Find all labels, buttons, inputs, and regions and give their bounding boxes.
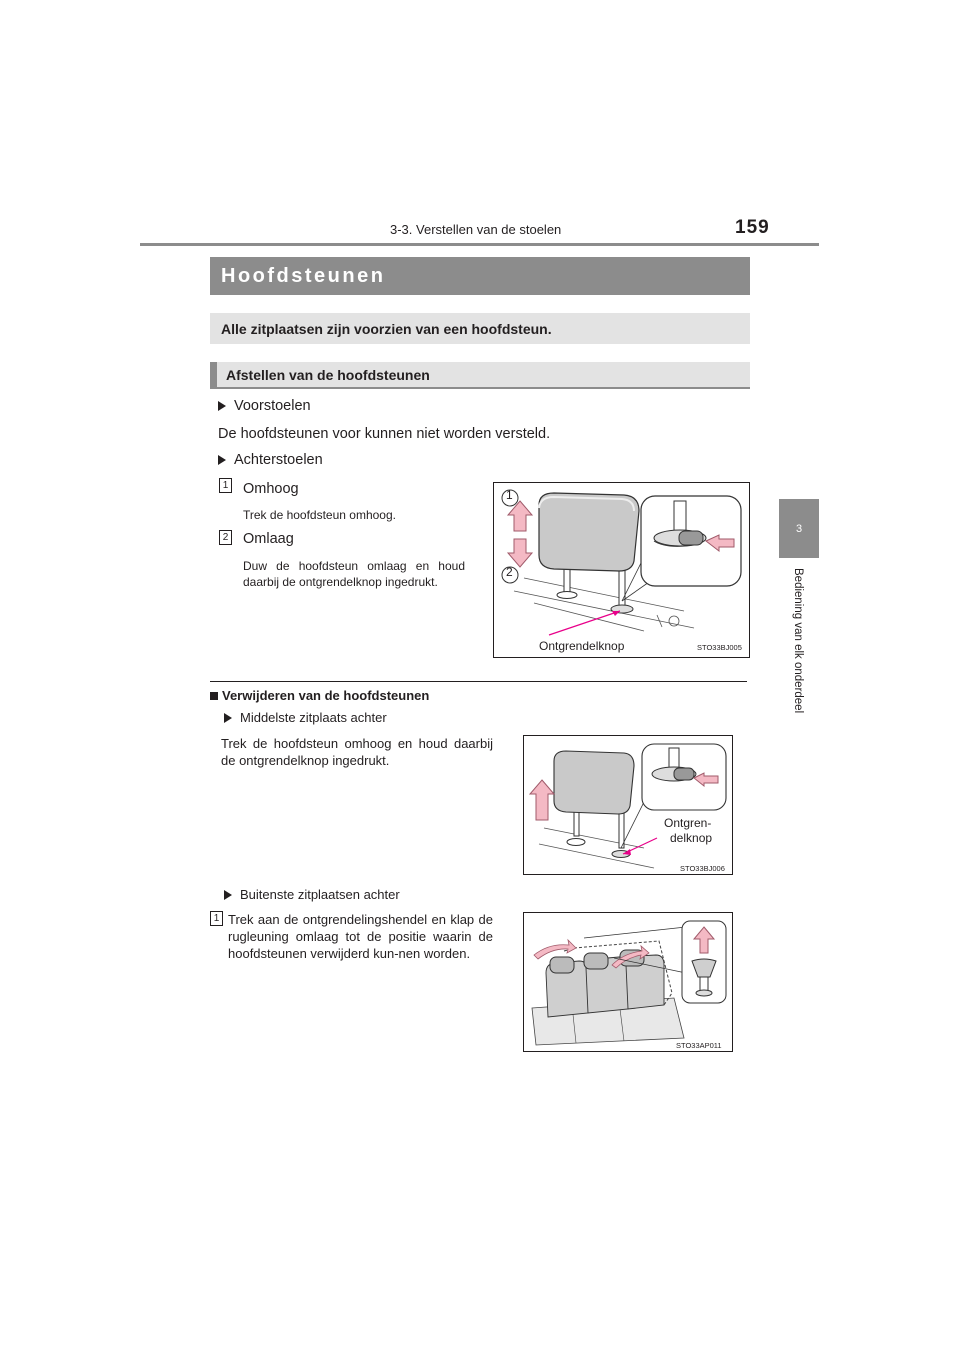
callout-1: 1 xyxy=(506,488,513,502)
outer-step-number: 1 xyxy=(210,911,223,926)
heading-marker xyxy=(210,362,217,387)
section-divider xyxy=(210,681,747,682)
release-button-label-line1: Ontgren- xyxy=(664,816,712,830)
arrow-bullet-icon xyxy=(218,401,226,411)
outer-seats-figure xyxy=(523,912,733,1052)
remove-heading xyxy=(210,688,429,703)
callout-2: 2 xyxy=(506,565,513,579)
intro-box: Alle zitplaatsen zijn voorzien van een hoofdsteun. xyxy=(210,313,750,344)
front-seats-label: Voorstoelen xyxy=(234,398,311,414)
release-button-label: Ontgrendelknop xyxy=(539,639,625,653)
release-button-label-line2: delknop xyxy=(670,831,713,845)
rear-seat-fold-illustration xyxy=(524,913,732,1051)
figure-code: STO33AP011 xyxy=(676,1041,722,1050)
outer-seats-label: Buitenste zitplaatsen achter xyxy=(240,887,400,902)
chapter-tab xyxy=(779,499,819,558)
headrest-adjust-figure xyxy=(493,482,750,658)
step-number-2: 2 xyxy=(219,530,232,545)
step-number-1: 1 xyxy=(219,478,232,493)
step-1-text: Trek de hoofdsteun omhoog. xyxy=(243,508,396,522)
arrow-bullet-icon xyxy=(224,713,232,723)
middle-headrest-figure xyxy=(523,735,733,875)
front-seats-text: De hoofdsteunen voor kunnen niet worden versteld. xyxy=(218,426,551,442)
outer-seats-text: Trek aan de ontgrendelingshendel en klap de rugleuning omlaag tot de positie waarin de hoofdsteunen verwijderd kun-nen worden. xyxy=(228,912,493,961)
step-1-title: Omhoog xyxy=(243,481,299,497)
step-2-text: Duw de hoofdsteun omlaag en houd daarbij de ontgrendelknop ingedrukt. xyxy=(243,559,465,589)
figure-code: STO33BJ005 xyxy=(697,643,742,652)
rear-seats-label: Achterstoelen xyxy=(234,452,323,468)
middle-seat-item xyxy=(224,710,387,725)
page-title: Hoofdsteunen xyxy=(210,257,750,295)
front-seats-item xyxy=(218,398,311,414)
header-rule xyxy=(140,243,819,246)
chapter-number: 3 xyxy=(795,522,803,535)
step-2-title: Omlaag xyxy=(243,531,294,547)
adjust-heading-text: Afstellen van de hoofdsteunen xyxy=(226,366,430,383)
middle-seat-label: Middelste zitplaats achter xyxy=(240,710,387,725)
arrow-bullet-icon xyxy=(218,455,226,465)
chapter-title: Bediening van elk onderdeel xyxy=(792,568,804,714)
outer-seats-item xyxy=(224,887,400,902)
section-reference: 3-3. Verstellen van de stoelen xyxy=(390,222,562,237)
rear-seats-item xyxy=(218,452,323,468)
square-bullet-icon xyxy=(210,692,218,700)
arrow-bullet-icon xyxy=(224,890,232,900)
figure-code: STO33BJ006 xyxy=(680,864,725,873)
remove-heading-text: Verwijderen van de hoofdsteunen xyxy=(222,688,430,703)
page-number: 159 xyxy=(735,217,770,238)
middle-headrest-illustration xyxy=(524,736,732,874)
chapter-title-vertical xyxy=(783,568,813,738)
adjust-heading xyxy=(210,362,750,389)
headrest-adjust-illustration xyxy=(494,483,749,657)
middle-seat-text: Trek de hoofdsteun omhoog en houd daarbij de ontgrendelknop ingedrukt. xyxy=(221,736,493,768)
